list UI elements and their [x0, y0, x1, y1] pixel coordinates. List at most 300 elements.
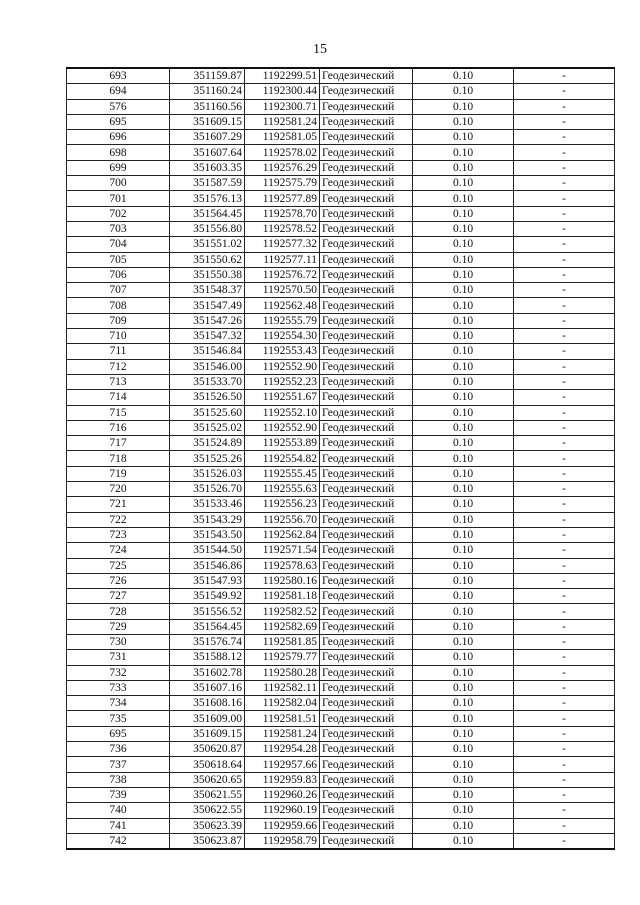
x-coordinate-cell: 351160.24: [170, 84, 245, 99]
table-row: [67, 726, 615, 741]
y-coordinate-cell: 1192575.79: [245, 176, 320, 191]
point-number-cell: 727: [67, 589, 170, 604]
x-coordinate-cell: 350623.87: [170, 833, 245, 849]
method-cell: Геодезический: [320, 634, 413, 649]
y-coordinate-cell: 1192580.28: [245, 665, 320, 680]
method-cell: Геодезический: [320, 650, 413, 665]
description-cell: -: [514, 267, 615, 282]
description-cell: -: [514, 160, 615, 175]
y-coordinate-cell: 1192300.71: [245, 99, 320, 114]
x-coordinate-cell: 351546.86: [170, 558, 245, 573]
point-number-cell: 720: [67, 482, 170, 497]
description-cell: -: [514, 650, 615, 665]
accuracy-cell: 0.10: [413, 420, 514, 435]
description-cell: -: [514, 283, 615, 298]
method-cell: Геодезический: [320, 145, 413, 160]
y-coordinate-cell: 1192960.26: [245, 787, 320, 802]
x-coordinate-cell: 351607.64: [170, 145, 245, 160]
description-cell: -: [514, 726, 615, 741]
method-cell: Геодезический: [320, 374, 413, 389]
method-cell: Геодезический: [320, 543, 413, 558]
method-cell: Геодезический: [320, 344, 413, 359]
table-row: [67, 114, 615, 129]
method-cell: Геодезический: [320, 512, 413, 527]
description-cell: -: [514, 84, 615, 99]
point-number-cell: 741: [67, 818, 170, 833]
point-number-cell: 719: [67, 466, 170, 481]
accuracy-cell: 0.10: [413, 267, 514, 282]
x-coordinate-cell: 350622.55: [170, 803, 245, 818]
point-number-cell: 739: [67, 787, 170, 802]
table-row: [67, 145, 615, 160]
description-cell: -: [514, 114, 615, 129]
x-coordinate-cell: 351526.70: [170, 482, 245, 497]
description-cell: -: [514, 99, 615, 114]
method-cell: Геодезический: [320, 497, 413, 512]
x-coordinate-cell: 351551.02: [170, 237, 245, 252]
point-number-cell: 742: [67, 833, 170, 849]
description-cell: -: [514, 313, 615, 328]
x-coordinate-cell: 351533.46: [170, 497, 245, 512]
method-cell: Геодезический: [320, 252, 413, 267]
method-cell: Геодезический: [320, 191, 413, 206]
point-number-cell: 740: [67, 803, 170, 818]
table-row: [67, 604, 615, 619]
y-coordinate-cell: 1192555.45: [245, 466, 320, 481]
method-cell: Геодезический: [320, 665, 413, 680]
point-number-cell: 701: [67, 191, 170, 206]
table-row: [67, 833, 615, 849]
table-row: [67, 130, 615, 145]
accuracy-cell: 0.10: [413, 176, 514, 191]
description-cell: -: [514, 818, 615, 833]
x-coordinate-cell: 351547.26: [170, 313, 245, 328]
description-cell: -: [514, 558, 615, 573]
accuracy-cell: 0.10: [413, 283, 514, 298]
y-coordinate-cell: 1192562.48: [245, 298, 320, 313]
point-number-cell: 734: [67, 696, 170, 711]
table-row: [67, 497, 615, 512]
point-number-cell: 704: [67, 237, 170, 252]
method-cell: Геодезический: [320, 527, 413, 542]
accuracy-cell: 0.10: [413, 329, 514, 344]
x-coordinate-cell: 351609.15: [170, 114, 245, 129]
method-cell: Геодезический: [320, 711, 413, 726]
y-coordinate-cell: 1192552.90: [245, 359, 320, 374]
method-cell: Геодезический: [320, 329, 413, 344]
accuracy-cell: 0.10: [413, 558, 514, 573]
point-number-cell: 694: [67, 84, 170, 99]
x-coordinate-cell: 351533.70: [170, 374, 245, 389]
method-cell: Геодезический: [320, 466, 413, 481]
point-number-cell: 732: [67, 665, 170, 680]
table-row: [67, 329, 615, 344]
description-cell: -: [514, 680, 615, 695]
x-coordinate-cell: 351526.50: [170, 390, 245, 405]
method-cell: Геодезический: [320, 680, 413, 695]
x-coordinate-cell: 351576.74: [170, 634, 245, 649]
y-coordinate-cell: 1192959.66: [245, 818, 320, 833]
x-coordinate-cell: 351603.35: [170, 160, 245, 175]
description-cell: -: [514, 543, 615, 558]
x-coordinate-cell: 351608.16: [170, 696, 245, 711]
description-cell: -: [514, 191, 615, 206]
accuracy-cell: 0.10: [413, 482, 514, 497]
y-coordinate-cell: 1192551.67: [245, 390, 320, 405]
y-coordinate-cell: 1192571.54: [245, 543, 320, 558]
point-number-cell: 725: [67, 558, 170, 573]
accuracy-cell: 0.10: [413, 543, 514, 558]
y-coordinate-cell: 1192580.16: [245, 573, 320, 588]
y-coordinate-cell: 1192556.23: [245, 497, 320, 512]
description-cell: -: [514, 512, 615, 527]
accuracy-cell: 0.10: [413, 757, 514, 772]
method-cell: Геодезический: [320, 68, 413, 84]
y-coordinate-cell: 1192579.77: [245, 650, 320, 665]
point-number-cell: 709: [67, 313, 170, 328]
page-number: 15: [313, 42, 327, 57]
y-coordinate-cell: 1192300.44: [245, 84, 320, 99]
table-row: [67, 298, 615, 313]
point-number-cell: 702: [67, 206, 170, 221]
description-cell: -: [514, 696, 615, 711]
table-row: [67, 482, 615, 497]
description-cell: -: [514, 390, 615, 405]
y-coordinate-cell: 1192552.23: [245, 374, 320, 389]
point-number-cell: 713: [67, 374, 170, 389]
description-cell: -: [514, 130, 615, 145]
description-cell: -: [514, 252, 615, 267]
table-row: [67, 420, 615, 435]
x-coordinate-cell: 351547.32: [170, 329, 245, 344]
x-coordinate-cell: 350623.39: [170, 818, 245, 833]
description-cell: -: [514, 604, 615, 619]
point-number-cell: 696: [67, 130, 170, 145]
accuracy-cell: 0.10: [413, 451, 514, 466]
y-coordinate-cell: 1192552.90: [245, 420, 320, 435]
method-cell: Геодезический: [320, 84, 413, 99]
description-cell: -: [514, 803, 615, 818]
y-coordinate-cell: 1192556.70: [245, 512, 320, 527]
x-coordinate-cell: 351544.50: [170, 543, 245, 558]
point-number-cell: 728: [67, 604, 170, 619]
description-cell: -: [514, 176, 615, 191]
method-cell: Геодезический: [320, 772, 413, 787]
accuracy-cell: 0.10: [413, 130, 514, 145]
accuracy-cell: 0.10: [413, 680, 514, 695]
description-cell: -: [514, 145, 615, 160]
accuracy-cell: 0.10: [413, 374, 514, 389]
accuracy-cell: 0.10: [413, 818, 514, 833]
description-cell: -: [514, 527, 615, 542]
coordinates-table: [66, 67, 615, 850]
x-coordinate-cell: 351556.80: [170, 221, 245, 236]
method-cell: Геодезический: [320, 390, 413, 405]
table-row: [67, 359, 615, 374]
method-cell: Геодезический: [320, 237, 413, 252]
y-coordinate-cell: 1192576.72: [245, 267, 320, 282]
x-coordinate-cell: 351588.12: [170, 650, 245, 665]
accuracy-cell: 0.10: [413, 206, 514, 221]
description-cell: -: [514, 237, 615, 252]
x-coordinate-cell: 351549.92: [170, 589, 245, 604]
point-number-cell: 736: [67, 742, 170, 757]
table-row: [67, 803, 615, 818]
point-number-cell: 722: [67, 512, 170, 527]
y-coordinate-cell: 1192577.11: [245, 252, 320, 267]
accuracy-cell: 0.10: [413, 619, 514, 634]
y-coordinate-cell: 1192552.10: [245, 405, 320, 420]
point-number-cell: 714: [67, 390, 170, 405]
table-row: [67, 313, 615, 328]
method-cell: Геодезический: [320, 283, 413, 298]
x-coordinate-cell: 351159.87: [170, 68, 245, 84]
description-cell: -: [514, 711, 615, 726]
y-coordinate-cell: 1192555.63: [245, 482, 320, 497]
accuracy-cell: 0.10: [413, 221, 514, 236]
y-coordinate-cell: 1192957.66: [245, 757, 320, 772]
method-cell: Геодезический: [320, 619, 413, 634]
accuracy-cell: 0.10: [413, 237, 514, 252]
point-number-cell: 737: [67, 757, 170, 772]
accuracy-cell: 0.10: [413, 589, 514, 604]
point-number-cell: 703: [67, 221, 170, 236]
accuracy-cell: 0.10: [413, 390, 514, 405]
description-cell: -: [514, 374, 615, 389]
method-cell: Геодезический: [320, 313, 413, 328]
description-cell: -: [514, 221, 615, 236]
description-cell: -: [514, 359, 615, 374]
method-cell: Геодезический: [320, 742, 413, 757]
point-number-cell: 708: [67, 298, 170, 313]
x-coordinate-cell: 350621.55: [170, 787, 245, 802]
method-cell: Геодезический: [320, 482, 413, 497]
point-number-cell: 733: [67, 680, 170, 695]
point-number-cell: 735: [67, 711, 170, 726]
method-cell: Геодезический: [320, 359, 413, 374]
x-coordinate-cell: 351556.52: [170, 604, 245, 619]
description-cell: -: [514, 206, 615, 221]
point-number-cell: 711: [67, 344, 170, 359]
accuracy-cell: 0.10: [413, 833, 514, 849]
method-cell: Геодезический: [320, 298, 413, 313]
method-cell: Геодезический: [320, 114, 413, 129]
y-coordinate-cell: 1192959.83: [245, 772, 320, 787]
y-coordinate-cell: 1192553.89: [245, 436, 320, 451]
table-row: [67, 390, 615, 405]
x-coordinate-cell: 350618.64: [170, 757, 245, 772]
x-coordinate-cell: 350620.87: [170, 742, 245, 757]
table-row: [67, 696, 615, 711]
accuracy-cell: 0.10: [413, 650, 514, 665]
table-row: [67, 665, 615, 680]
y-coordinate-cell: 1192554.30: [245, 329, 320, 344]
y-coordinate-cell: 1192954.28: [245, 742, 320, 757]
x-coordinate-cell: 351524.89: [170, 436, 245, 451]
method-cell: Геодезический: [320, 589, 413, 604]
point-number-cell: 699: [67, 160, 170, 175]
x-coordinate-cell: 351602.78: [170, 665, 245, 680]
accuracy-cell: 0.10: [413, 359, 514, 374]
y-coordinate-cell: 1192582.52: [245, 604, 320, 619]
y-coordinate-cell: 1192581.18: [245, 589, 320, 604]
x-coordinate-cell: 351543.50: [170, 527, 245, 542]
accuracy-cell: 0.10: [413, 742, 514, 757]
point-number-cell: 718: [67, 451, 170, 466]
table-row: [67, 374, 615, 389]
y-coordinate-cell: 1192581.05: [245, 130, 320, 145]
table-row: [67, 344, 615, 359]
accuracy-cell: 0.10: [413, 191, 514, 206]
table-row: [67, 68, 615, 84]
x-coordinate-cell: 351543.29: [170, 512, 245, 527]
description-cell: -: [514, 436, 615, 451]
x-coordinate-cell: 351546.84: [170, 344, 245, 359]
x-coordinate-cell: 351576.13: [170, 191, 245, 206]
table-row: [67, 619, 615, 634]
table-row: [67, 237, 615, 252]
x-coordinate-cell: 351564.45: [170, 619, 245, 634]
point-number-cell: 724: [67, 543, 170, 558]
point-number-cell: 698: [67, 145, 170, 160]
y-coordinate-cell: 1192299.51: [245, 68, 320, 84]
point-number-cell: 695: [67, 726, 170, 741]
accuracy-cell: 0.10: [413, 160, 514, 175]
accuracy-cell: 0.10: [413, 711, 514, 726]
description-cell: -: [514, 757, 615, 772]
method-cell: Геодезический: [320, 818, 413, 833]
y-coordinate-cell: 1192578.63: [245, 558, 320, 573]
method-cell: Геодезический: [320, 221, 413, 236]
description-cell: -: [514, 344, 615, 359]
method-cell: Геодезический: [320, 206, 413, 221]
table-row: [67, 176, 615, 191]
description-cell: -: [514, 451, 615, 466]
description-cell: -: [514, 665, 615, 680]
description-cell: -: [514, 482, 615, 497]
accuracy-cell: 0.10: [413, 405, 514, 420]
method-cell: Геодезический: [320, 267, 413, 282]
point-number-cell: 731: [67, 650, 170, 665]
point-number-cell: 706: [67, 267, 170, 282]
x-coordinate-cell: 351587.59: [170, 176, 245, 191]
y-coordinate-cell: 1192581.85: [245, 634, 320, 649]
table-row: [67, 436, 615, 451]
table-row: [67, 512, 615, 527]
x-coordinate-cell: 351525.60: [170, 405, 245, 420]
accuracy-cell: 0.10: [413, 726, 514, 741]
table-row: [67, 405, 615, 420]
x-coordinate-cell: 351547.93: [170, 573, 245, 588]
accuracy-cell: 0.10: [413, 99, 514, 114]
accuracy-cell: 0.10: [413, 298, 514, 313]
method-cell: Геодезический: [320, 405, 413, 420]
accuracy-cell: 0.10: [413, 313, 514, 328]
accuracy-cell: 0.10: [413, 436, 514, 451]
table-row: [67, 206, 615, 221]
method-cell: Геодезический: [320, 787, 413, 802]
table-row: [67, 84, 615, 99]
y-coordinate-cell: 1192582.11: [245, 680, 320, 695]
accuracy-cell: 0.10: [413, 634, 514, 649]
accuracy-cell: 0.10: [413, 787, 514, 802]
y-coordinate-cell: 1192581.24: [245, 114, 320, 129]
y-coordinate-cell: 1192578.70: [245, 206, 320, 221]
accuracy-cell: 0.10: [413, 696, 514, 711]
description-cell: -: [514, 405, 615, 420]
x-coordinate-cell: 350620.65: [170, 772, 245, 787]
accuracy-cell: 0.10: [413, 665, 514, 680]
method-cell: Геодезический: [320, 451, 413, 466]
accuracy-cell: 0.10: [413, 573, 514, 588]
x-coordinate-cell: 351550.38: [170, 267, 245, 282]
table-row: [67, 589, 615, 604]
x-coordinate-cell: 351564.45: [170, 206, 245, 221]
method-cell: Геодезический: [320, 696, 413, 711]
y-coordinate-cell: 1192576.29: [245, 160, 320, 175]
accuracy-cell: 0.10: [413, 772, 514, 787]
table-row: [67, 267, 615, 282]
description-cell: -: [514, 787, 615, 802]
point-number-cell: 726: [67, 573, 170, 588]
y-coordinate-cell: 1192553.43: [245, 344, 320, 359]
table-row: [67, 573, 615, 588]
y-coordinate-cell: 1192582.04: [245, 696, 320, 711]
accuracy-cell: 0.10: [413, 497, 514, 512]
method-cell: Геодезический: [320, 604, 413, 619]
accuracy-cell: 0.10: [413, 803, 514, 818]
point-number-cell: 738: [67, 772, 170, 787]
point-number-cell: 716: [67, 420, 170, 435]
method-cell: Геодезический: [320, 99, 413, 114]
method-cell: Геодезический: [320, 420, 413, 435]
table-row: [67, 221, 615, 236]
table-row: [67, 680, 615, 695]
accuracy-cell: 0.10: [413, 512, 514, 527]
description-cell: -: [514, 619, 615, 634]
y-coordinate-cell: 1192582.69: [245, 619, 320, 634]
description-cell: -: [514, 329, 615, 344]
description-cell: -: [514, 420, 615, 435]
method-cell: Геодезический: [320, 436, 413, 451]
accuracy-cell: 0.10: [413, 145, 514, 160]
table-row: [67, 527, 615, 542]
table-row: [67, 772, 615, 787]
table-row: [67, 160, 615, 175]
accuracy-cell: 0.10: [413, 114, 514, 129]
y-coordinate-cell: 1192555.79: [245, 313, 320, 328]
x-coordinate-cell: 351609.00: [170, 711, 245, 726]
accuracy-cell: 0.10: [413, 527, 514, 542]
method-cell: Геодезический: [320, 726, 413, 741]
method-cell: Геодезический: [320, 803, 413, 818]
description-cell: -: [514, 833, 615, 849]
x-coordinate-cell: 351607.29: [170, 130, 245, 145]
table-row: [67, 818, 615, 833]
x-coordinate-cell: 351609.15: [170, 726, 245, 741]
table-row: [67, 742, 615, 757]
point-number-cell: 695: [67, 114, 170, 129]
point-number-cell: 712: [67, 359, 170, 374]
table-row: [67, 711, 615, 726]
x-coordinate-cell: 351547.49: [170, 298, 245, 313]
y-coordinate-cell: 1192958.79: [245, 833, 320, 849]
table-row: [67, 466, 615, 481]
y-coordinate-cell: 1192578.52: [245, 221, 320, 236]
accuracy-cell: 0.10: [413, 604, 514, 619]
y-coordinate-cell: 1192581.24: [245, 726, 320, 741]
x-coordinate-cell: 351548.37: [170, 283, 245, 298]
